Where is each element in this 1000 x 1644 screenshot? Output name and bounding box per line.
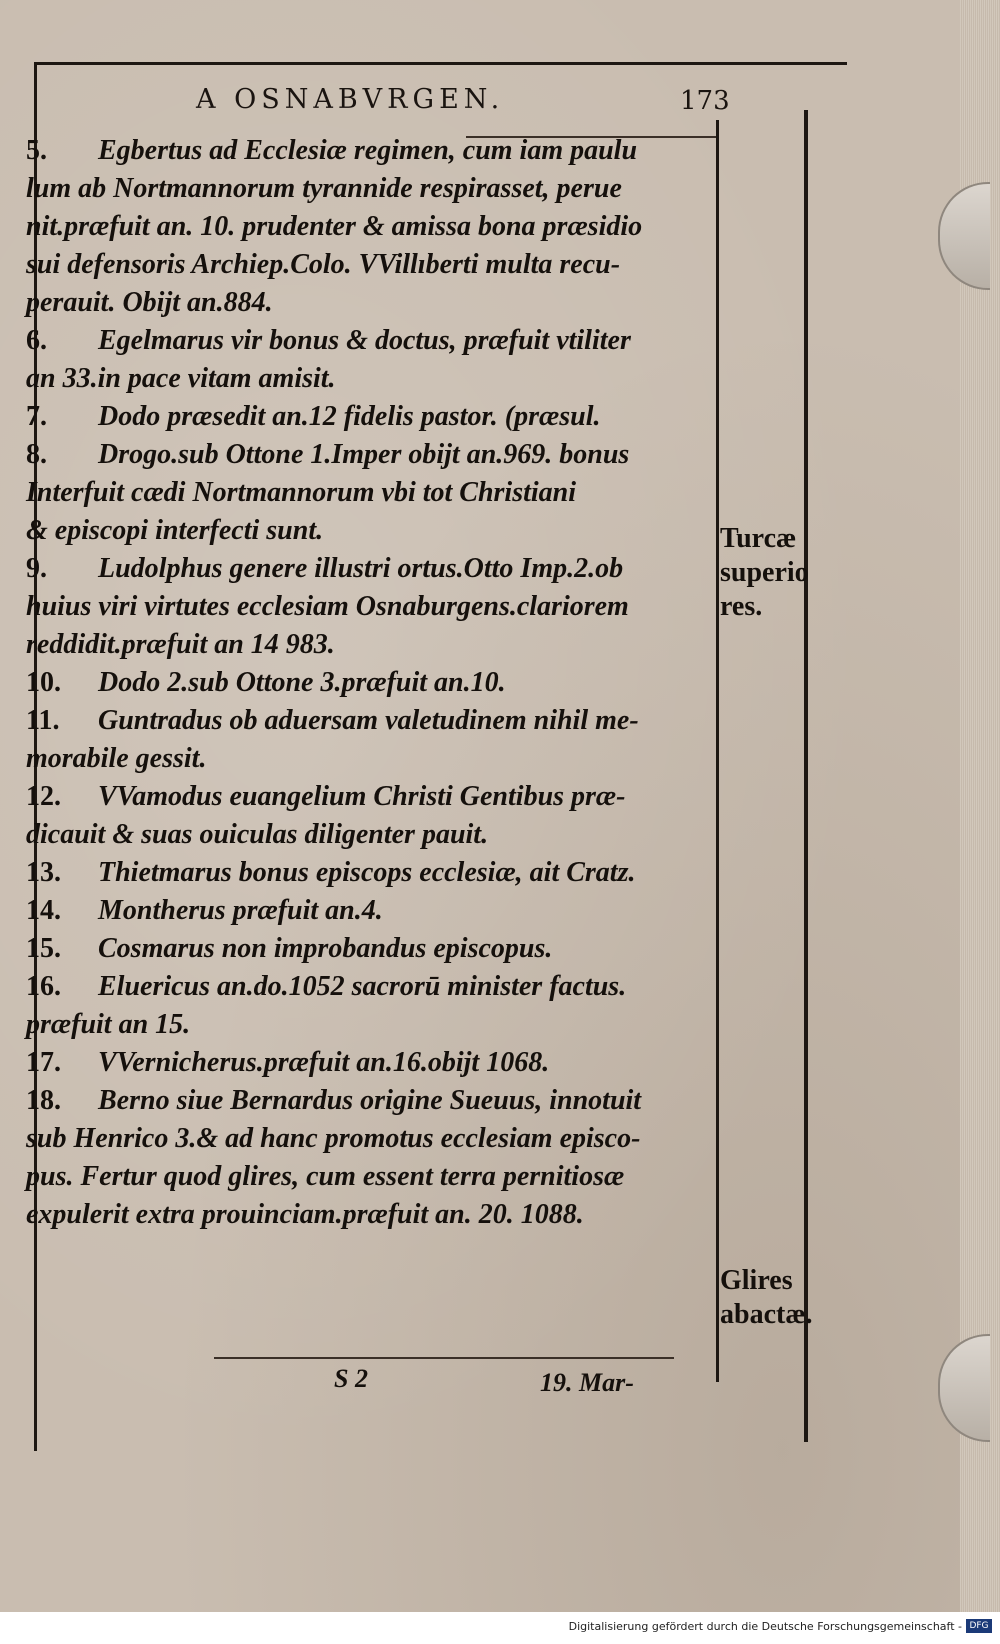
entry-line <box>26 854 716 892</box>
margin-note-line: superio <box>720 557 809 588</box>
entry-text: Cosmarus non improbandus episcopus. <box>98 933 553 964</box>
entry-text: an 33.in pace vitam amisit. <box>26 363 336 394</box>
margin-note-turcae <box>720 522 809 624</box>
entry-line <box>26 360 716 398</box>
entry-line <box>26 284 716 322</box>
entry <box>26 854 716 892</box>
entry <box>26 398 716 436</box>
catchword: 19. Mar- <box>540 1368 634 1397</box>
dfg-logo: DFG <box>966 1619 992 1633</box>
entry-number: 9. <box>26 553 47 584</box>
margin-note-line: Turcæ <box>720 523 797 554</box>
entry <box>26 968 716 1044</box>
entry <box>26 550 716 664</box>
entry-line <box>26 702 716 740</box>
entry-text: Eluericus an.do.1052 sacrorū minister factus. <box>98 971 627 1002</box>
entry <box>26 664 716 702</box>
entry-number: 16. <box>26 971 61 1002</box>
entry-text: lum ab Nortmannorum tyrannide respirasset, perue <box>26 173 622 204</box>
entry-line <box>26 170 716 208</box>
page-number: 173 <box>680 86 730 116</box>
entry-text: Dodo præsedit an.12 fidelis pastor. (præsul. <box>98 401 601 432</box>
entry-text: Ludolphus genere illustri ortus.Otto Imp.2.ob <box>98 553 624 584</box>
entry-text: Interfuit cædi Nortmannorum vbi tot Christiani <box>26 477 577 508</box>
entry <box>26 892 716 930</box>
entry <box>26 778 716 854</box>
entry-text: reddidit.præfuit an 14 983. <box>26 629 335 660</box>
signature-mark: S 2 <box>334 1364 368 1393</box>
entry-text: VVamodus euangelium Christi Gentibus præ- <box>98 781 626 812</box>
entry-line <box>26 626 716 664</box>
entry-text: Drogo.sub Ottone 1.Imper obijt an.969. bonus <box>98 439 630 470</box>
entry-text: Egbertus ad Ecclesiæ regimen, cum iam paulu <box>98 135 638 166</box>
entry-text: sui defensoris Archiep.Colo. VVillıberti multa recu- <box>26 249 621 280</box>
entry-line <box>26 778 716 816</box>
entry-line <box>26 740 716 778</box>
entry-text: VVernicherus.præfuit an.16.obijt 1068. <box>98 1047 550 1078</box>
digitization-footer <box>0 1612 1000 1644</box>
entry-text: huius viri virtutes ecclesiam Osnaburgens.clariorem <box>26 591 629 622</box>
entry-number: 8. <box>26 439 47 470</box>
entry-line <box>26 132 716 170</box>
entry-text: Thietmarus bonus episcops ecclesiæ, ait Cratz. <box>98 857 636 888</box>
entry-line <box>26 664 716 702</box>
margin-note-line: Glires <box>720 1265 793 1296</box>
entry-text: Berno siue Bernardus origine Sueuus, innotuit <box>98 1085 642 1116</box>
entry-line <box>26 246 716 284</box>
entry-line <box>26 816 716 854</box>
entry <box>26 132 716 322</box>
entry-text: dicauit & suas ouiculas diligenter pauit. <box>26 819 489 850</box>
margin-note-glires <box>720 1264 813 1332</box>
margin-note-line: res. <box>720 591 763 622</box>
entry-text: sub Henrico 3.& ad hanc promotus ecclesiam episco- <box>26 1123 641 1154</box>
entry-number: 18. <box>26 1085 61 1116</box>
main-text-block <box>26 132 716 1234</box>
entry-text: expulerit extra prouinciam.præfuit an. 20. 1088. <box>26 1199 584 1230</box>
entry-number: 12. <box>26 781 61 812</box>
entry-line <box>26 322 716 360</box>
entry-text: Montherus præfuit an.4. <box>98 895 383 926</box>
entry-line <box>26 1196 716 1234</box>
entry-line <box>26 1006 716 1044</box>
outer-border-rule <box>804 110 808 1442</box>
entry-text: præfuit an 15. <box>26 1009 191 1040</box>
entry-number: 10. <box>26 667 61 698</box>
entry-line <box>26 208 716 246</box>
entry <box>26 436 716 550</box>
entry-number: 6. <box>26 325 47 356</box>
entry-line <box>26 398 716 436</box>
entry <box>26 1044 716 1082</box>
entry-number: 14. <box>26 895 61 926</box>
footer-credit: Digitalisierung gefördert durch die Deutsche Forschungsgemeinschaft - <box>568 1620 962 1633</box>
entry-line <box>26 512 716 550</box>
entry <box>26 702 716 778</box>
margin-note-line: abactæ. <box>720 1299 813 1330</box>
entry-line <box>26 930 716 968</box>
entry <box>26 1082 716 1234</box>
entry-text: & episcopi interfecti sunt. <box>26 515 324 546</box>
entry-text: perauit. Obijt an.884. <box>26 287 273 318</box>
entry <box>26 322 716 398</box>
entry-text: Guntradus ob aduersam valetudinem nihil me- <box>98 705 639 736</box>
entry-line <box>26 1158 716 1196</box>
entry-line <box>26 892 716 930</box>
entry-text: Dodo 2.sub Ottone 3.præfuit an.10. <box>98 667 506 698</box>
entry-text: Egelmarus vir bonus & doctus, præfuit vtiliter <box>98 325 631 356</box>
entry-line <box>26 968 716 1006</box>
running-head: A OSNABVRGEN. <box>196 84 505 115</box>
entry-text: pus. Fertur quod glires, cum essent terra pernitiosæ <box>26 1161 625 1192</box>
entry-line <box>26 1120 716 1158</box>
entry-line <box>26 1082 716 1120</box>
text-bottom-rule <box>214 1357 674 1359</box>
entry <box>26 930 716 968</box>
entry-text: nit.præfuit an. 10. prudenter & amissa bona præsidio <box>26 211 643 242</box>
margin-column-rule <box>716 120 719 1382</box>
entry-number: 7. <box>26 401 47 432</box>
entry-number: 13. <box>26 857 61 888</box>
entry-number: 15. <box>26 933 61 964</box>
entry-line <box>26 588 716 626</box>
entry-line <box>26 436 716 474</box>
entry-number: 17. <box>26 1047 61 1078</box>
entry-number: 5. <box>26 135 47 166</box>
entry-line <box>26 550 716 588</box>
entry-number: 11. <box>26 705 60 736</box>
entry-line <box>26 474 716 512</box>
entry-text: morabile gessit. <box>26 743 207 774</box>
entry-line <box>26 1044 716 1082</box>
